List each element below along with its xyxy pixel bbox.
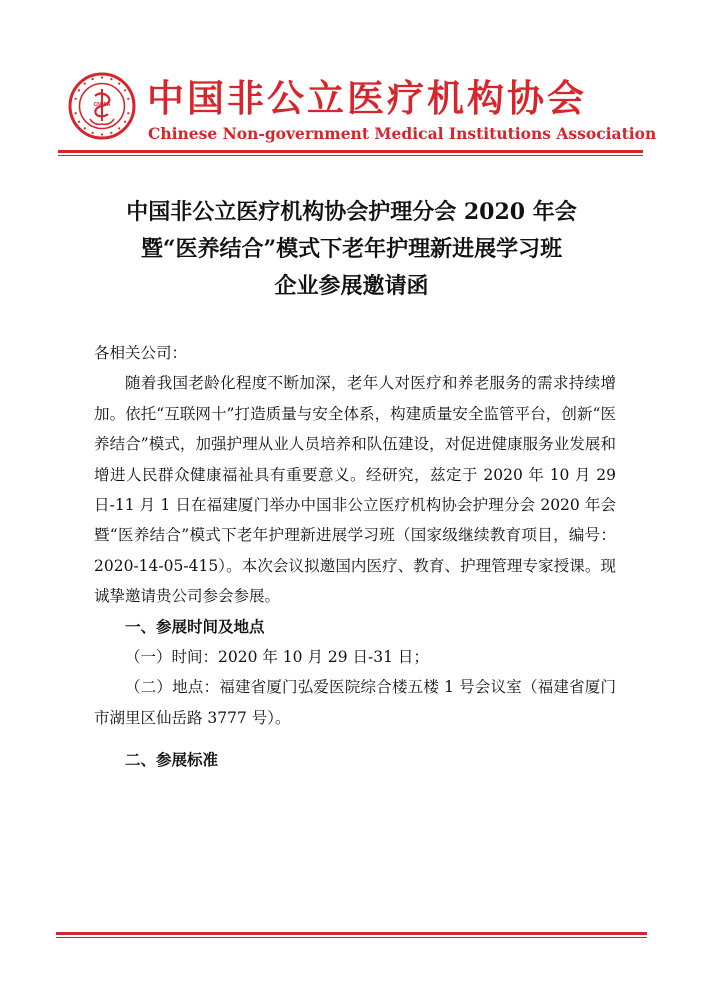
seal-label: CNMIA xyxy=(93,102,111,108)
letterhead-rule-thin xyxy=(58,155,643,156)
letterhead-rule-thick xyxy=(58,150,643,153)
event-time: （一）时间：2020 年 10 月 29 日-31 日； xyxy=(125,648,429,667)
letterhead xyxy=(0,0,703,160)
title-line-3: 企业参展邀请函 xyxy=(274,273,429,299)
footer-rule-thick xyxy=(56,932,647,935)
section-spacer xyxy=(94,733,616,745)
title-line-2: 暨“医养结合”模式下老年护理新进展学习班 xyxy=(140,236,563,262)
document-title xyxy=(60,194,643,305)
letter-body xyxy=(94,338,616,776)
event-location: （二）地点：福建省厦门弘爱医院综合楼五楼 1 号会议室（福建省厦门市湖里区仙岳路 3777 号）。 xyxy=(94,678,616,727)
intro-paragraph: 随着我国老龄化程度不断加深，老年人对医疗和养老服务的需求持续增加。依托“互联网十”打造质量与安全体系，构建质量安全监管平台，创新“医养结合”模式，加强护理从业人员培养和队伍建设，对促进健康服务业发展和增进人民群众健康福祉具有重要意义。经研究，兹定于 2020 年 10 月 29 日-11 月 1 日在福建厦门举办中国非公立医疗机构协会护理分会 2020 年会暨“医养结合”模式下老年护理新进展学习班（国家级继续教育项目，编号：2020-14-05-415）。本次会议拟邀国内医疗、教育、护理管理专家授课。现诚挚邀请贵公司参会参展。 xyxy=(94,374,616,606)
section-1-heading: 一、参展时间及地点 xyxy=(125,616,265,636)
organization-name-english: Chinese Non-government Medical Institutions Association xyxy=(148,124,657,143)
title-line-1: 中国非公立医疗机构协会护理分会 2020 年会 xyxy=(126,199,577,225)
section-2-heading: 二、参展标准 xyxy=(125,750,219,770)
association-seal-icon xyxy=(68,72,136,140)
organization-name-chinese: 中国非公立医疗机构协会 xyxy=(147,76,587,120)
footer-rule-thin xyxy=(56,937,647,938)
salutation: 各相关公司： xyxy=(94,344,188,362)
